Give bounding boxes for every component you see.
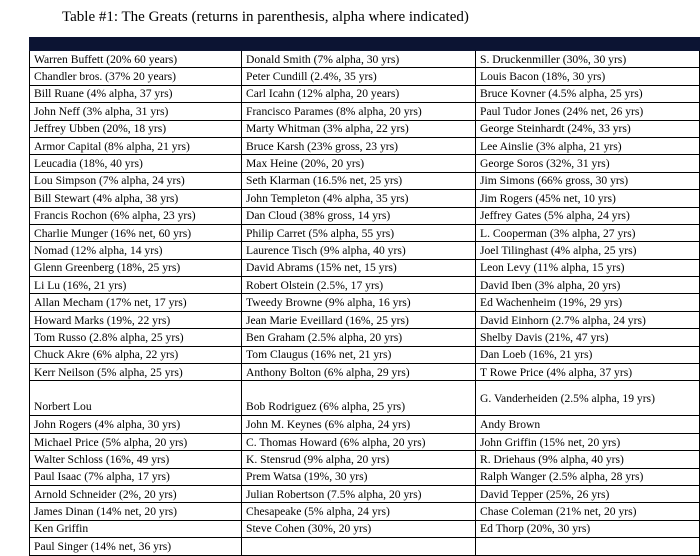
table-row — [30, 538, 700, 555]
table-cell — [242, 538, 476, 555]
table-cell: Andy Brown — [476, 416, 700, 433]
table-row — [30, 381, 700, 416]
table-cell: R. Driehaus (9% alpha, 40 yrs) — [476, 451, 700, 468]
table-cell: Paul Singer (14% net, 36 yrs) — [30, 538, 242, 555]
table-row — [30, 294, 700, 311]
table-row — [30, 520, 700, 537]
table-cell: Francis Rochon (6% alpha, 23 yrs) — [30, 207, 242, 224]
table-row — [30, 242, 700, 259]
table-cell: Carl Icahn (12% alpha, 20 years) — [242, 85, 476, 102]
table-cell: George Steinhardt (24%, 33 yrs) — [476, 120, 700, 137]
table-cell: Donald Smith (7% alpha, 30 yrs) — [242, 51, 476, 68]
table-row — [30, 68, 700, 85]
table-row — [30, 503, 700, 520]
table-header-band — [30, 38, 700, 51]
table-cell: Tom Russo (2.8% alpha, 25 yrs) — [30, 329, 242, 346]
header-cell — [30, 38, 242, 51]
table-cell: Allan Mecham (17% net, 17 yrs) — [30, 294, 242, 311]
table-row — [30, 85, 700, 102]
table-cell: G. Vanderheiden (2.5% alpha, 19 yrs) — [476, 381, 700, 416]
table-row — [30, 120, 700, 137]
table-cell: Max Heine (20%, 20 yrs) — [242, 155, 476, 172]
table-row — [30, 155, 700, 172]
table-cell: David Tepper (25%, 26 yrs) — [476, 485, 700, 502]
table-cell: Steve Cohen (30%, 20 yrs) — [242, 520, 476, 537]
table-cell: Bill Stewart (4% alpha, 38 yrs) — [30, 190, 242, 207]
table-row — [30, 277, 700, 294]
table-cell: Leon Levy (11% alpha, 15 yrs) — [476, 259, 700, 276]
table-cell: John Neff (3% alpha, 31 yrs) — [30, 103, 242, 120]
table-cell: K. Stensrud (9% alpha, 20 yrs) — [242, 451, 476, 468]
table-cell: Paul Tudor Jones (24% net, 26 yrs) — [476, 103, 700, 120]
table-cell: Jim Simons (66% gross, 30 yrs) — [476, 172, 700, 189]
table-cell: David Einhorn (2.7% alpha, 24 yrs) — [476, 311, 700, 328]
table-cell: Philip Carret (5% alpha, 55 yrs) — [242, 224, 476, 241]
table-title: Table #1: The Greats (returns in parenthesis, alpha where indicated) — [62, 9, 469, 25]
table-cell: Nomad (12% alpha, 14 yrs) — [30, 242, 242, 259]
table-cell: Bruce Karsh (23% gross, 23 yrs) — [242, 137, 476, 154]
table-row — [30, 207, 700, 224]
table-cell: Jean Marie Eveillard (16%, 25 yrs) — [242, 311, 476, 328]
table-cell: Chesapeake (5% alpha, 24 yrs) — [242, 503, 476, 520]
table-cell: Robert Olstein (2.5%, 17 yrs) — [242, 277, 476, 294]
table-cell: Dan Loeb (16%, 21 yrs) — [476, 346, 700, 363]
table-cell: Julian Robertson (7.5% alpha, 20 yrs) — [242, 485, 476, 502]
greats-table — [29, 37, 700, 556]
table-cell: Leucadia (18%, 40 yrs) — [30, 155, 242, 172]
table-cell: Ed Thorp (20%, 30 yrs) — [476, 520, 700, 537]
table-row — [30, 468, 700, 485]
table-cell: Joel Tilinghast (4% alpha, 25 yrs) — [476, 242, 700, 259]
table-cell: Ben Graham (2.5% alpha, 20 yrs) — [242, 329, 476, 346]
table-cell: Ken Griffin — [30, 520, 242, 537]
table-row — [30, 346, 700, 363]
table-cell: John Griffin (15% net, 20 yrs) — [476, 433, 700, 450]
table-row — [30, 172, 700, 189]
table-cell: Tweedy Browne (9% alpha, 16 yrs) — [242, 294, 476, 311]
table-cell: T Rowe Price (4% alpha, 37 yrs) — [476, 364, 700, 381]
table-cell: Glenn Greenberg (18%, 25 yrs) — [30, 259, 242, 276]
table-cell: Chandler bros. (37% 20 years) — [30, 68, 242, 85]
table-cell: Jeffrey Gates (5% alpha, 24 yrs) — [476, 207, 700, 224]
table-cell: Anthony Bolton (6% alpha, 29 yrs) — [242, 364, 476, 381]
table-row — [30, 451, 700, 468]
table-cell: Laurence Tisch (9% alpha, 40 yrs) — [242, 242, 476, 259]
table-row — [30, 329, 700, 346]
table-cell: Norbert Lou — [30, 381, 242, 416]
table-cell: John Templeton (4% alpha, 35 yrs) — [242, 190, 476, 207]
table-cell: Michael Price (5% alpha, 20 yrs) — [30, 433, 242, 450]
table-cell: Howard Marks (19%, 22 yrs) — [30, 311, 242, 328]
table-cell: Shelby Davis (21%, 47 yrs) — [476, 329, 700, 346]
table-cell: Chuck Akre (6% alpha, 22 yrs) — [30, 346, 242, 363]
table-cell: George Soros (32%, 31 yrs) — [476, 155, 700, 172]
table-cell: Tom Claugus (16% net, 21 yrs) — [242, 346, 476, 363]
table-cell: Warren Buffett (20% 60 years) — [30, 51, 242, 68]
table-cell — [476, 538, 700, 555]
table-cell: Jeffrey Ubben (20%, 18 yrs) — [30, 120, 242, 137]
table-cell: Peter Cundill (2.4%, 35 yrs) — [242, 68, 476, 85]
table-cell: John M. Keynes (6% alpha, 24 yrs) — [242, 416, 476, 433]
table-cell: John Rogers (4% alpha, 30 yrs) — [30, 416, 242, 433]
table-row — [30, 364, 700, 381]
table-row — [30, 51, 700, 68]
table-row — [30, 190, 700, 207]
table-cell: David Iben (3% alpha, 20 yrs) — [476, 277, 700, 294]
table-cell: Chase Coleman (21% net, 20 yrs) — [476, 503, 700, 520]
table-cell: Louis Bacon (18%, 30 yrs) — [476, 68, 700, 85]
table-cell: Bruce Kovner (4.5% alpha, 25 yrs) — [476, 85, 700, 102]
table-row — [30, 137, 700, 154]
table-cell: James Dinan (14% net, 20 yrs) — [30, 503, 242, 520]
table-cell: Paul Isaac (7% alpha, 17 yrs) — [30, 468, 242, 485]
table-row — [30, 103, 700, 120]
table-row — [30, 433, 700, 450]
header-cell — [476, 38, 700, 51]
table-cell: David Abrams (15% net, 15 yrs) — [242, 259, 476, 276]
table-cell: Armor Capital (8% alpha, 21 yrs) — [30, 137, 242, 154]
table-cell: Francisco Parames (8% alpha, 20 yrs) — [242, 103, 476, 120]
table-cell: Marty Whitman (3% alpha, 22 yrs) — [242, 120, 476, 137]
table-cell: Arnold Schneider (2%, 20 yrs) — [30, 485, 242, 502]
table-cell: L. Cooperman (3% alpha, 27 yrs) — [476, 224, 700, 241]
table-cell: Jim Rogers (45% net, 10 yrs) — [476, 190, 700, 207]
table-cell: Dan Cloud (38% gross, 14 yrs) — [242, 207, 476, 224]
table-row — [30, 416, 700, 433]
table-cell: Seth Klarman (16.5% net, 25 yrs) — [242, 172, 476, 189]
header-cell — [242, 38, 476, 51]
table-cell: Kerr Neilson (5% alpha, 25 yrs) — [30, 364, 242, 381]
table-row — [30, 224, 700, 241]
table-cell: Bob Rodriguez (6% alpha, 25 yrs) — [242, 381, 476, 416]
table-cell: Lou Simpson (7% alpha, 24 yrs) — [30, 172, 242, 189]
table-row — [30, 311, 700, 328]
table-cell: Bill Ruane (4% alpha, 37 yrs) — [30, 85, 242, 102]
table-cell: Ed Wachenheim (19%, 29 yrs) — [476, 294, 700, 311]
table-row — [30, 485, 700, 502]
table-row — [30, 259, 700, 276]
table-cell: Li Lu (16%, 21 yrs) — [30, 277, 242, 294]
table-cell: Prem Watsa (19%, 30 yrs) — [242, 468, 476, 485]
table-cell: Walter Schloss (16%, 49 yrs) — [30, 451, 242, 468]
table-cell: Charlie Munger (16% net, 60 yrs) — [30, 224, 242, 241]
table-cell: S. Druckenmiller (30%, 30 yrs) — [476, 51, 700, 68]
table-cell: C. Thomas Howard (6% alpha, 20 yrs) — [242, 433, 476, 450]
table-cell: Lee Ainslie (3% alpha, 21 yrs) — [476, 137, 700, 154]
table-cell: Ralph Wanger (2.5% alpha, 28 yrs) — [476, 468, 700, 485]
